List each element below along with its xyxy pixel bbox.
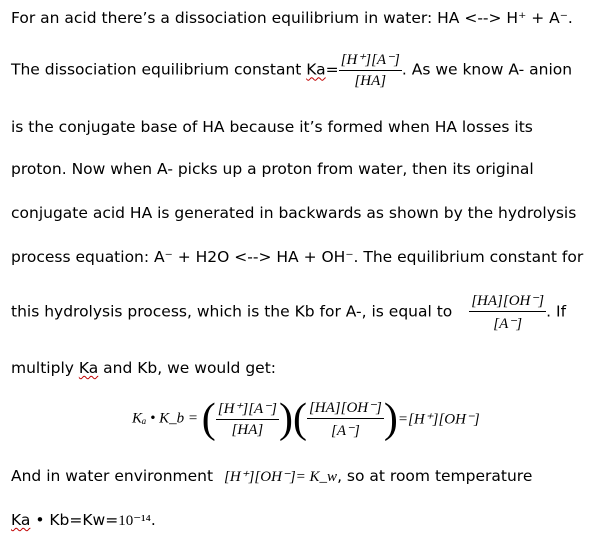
fraction-numerator: [H⁺][A⁻] xyxy=(216,399,279,420)
fraction-numerator: [HA][OH⁻] xyxy=(307,398,384,419)
text-line-11 xyxy=(11,511,156,530)
text-line-5: conjugate acid HA is generated in backwards as shown by the hydrolysis xyxy=(11,204,577,222)
text-segment: multiply xyxy=(11,359,79,377)
text-segment: this hydrolysis process, which is the Kb for A-, is equal to xyxy=(11,302,453,321)
text-line-4: proton. Now when A- picks up a proton from water, then its original xyxy=(11,160,534,178)
equals-sign: = xyxy=(325,60,339,79)
left-paren: ( xyxy=(201,396,216,442)
fraction-numerator: [H⁺][A⁻] xyxy=(339,50,402,71)
text-line-3: is the conjugate base of HA because it’s formed when HA losses its xyxy=(11,118,533,136)
fraction-denominator: [A⁻] xyxy=(493,316,523,332)
fraction-denominator: [HA] xyxy=(231,422,264,438)
text-line-10 xyxy=(11,467,532,486)
fraction-numerator: [HA][OH⁻] xyxy=(469,291,546,312)
fraction-denominator: [A⁻] xyxy=(331,423,360,439)
kb-fraction xyxy=(469,291,546,333)
text-segment: • Kb=Kw= xyxy=(30,511,119,529)
text-line-1: For an acid there’s a dissociation equilibrium in water: HA <--> H⁺ + A⁻. xyxy=(11,9,573,27)
text-segment: . If xyxy=(546,302,567,321)
kw-value: 10⁻¹⁴ xyxy=(118,513,151,529)
text-line-2 xyxy=(11,50,572,90)
left-paren: ( xyxy=(292,396,307,442)
text-segment: , so at room temperature xyxy=(337,467,533,485)
text-segment: And in water environment xyxy=(11,467,214,485)
right-paren: ) xyxy=(278,396,293,442)
text-segment: and Kb, we would get: xyxy=(98,359,276,377)
text-segment: The dissociation equilibrium constant xyxy=(11,60,307,79)
product-equation xyxy=(132,398,480,440)
ka-fraction xyxy=(339,50,402,90)
fraction-denominator: [HA] xyxy=(354,73,387,89)
right-paren: ) xyxy=(383,396,398,442)
text-line-8 xyxy=(11,359,276,377)
spellcheck-word-ka: Ka xyxy=(306,60,326,79)
spellcheck-word-ka: Ka xyxy=(78,359,99,377)
kb-fraction xyxy=(307,398,384,440)
product-rhs: =[H⁺][OH⁻] xyxy=(397,411,480,428)
ka-fraction xyxy=(216,399,279,439)
spellcheck-word-ka: Ka xyxy=(11,511,31,529)
text-line-7 xyxy=(11,291,566,333)
text-line-6: process equation: A⁻ + H2O <--> HA + OH⁻. The equilibrium constant for xyxy=(11,248,584,266)
product-lhs: Kₐ • K_b = xyxy=(132,410,199,427)
period: . xyxy=(150,511,156,529)
water-expression: [H⁺][OH⁻]= K_w xyxy=(224,469,338,485)
text-segment: . As we know A- anion xyxy=(401,60,573,79)
